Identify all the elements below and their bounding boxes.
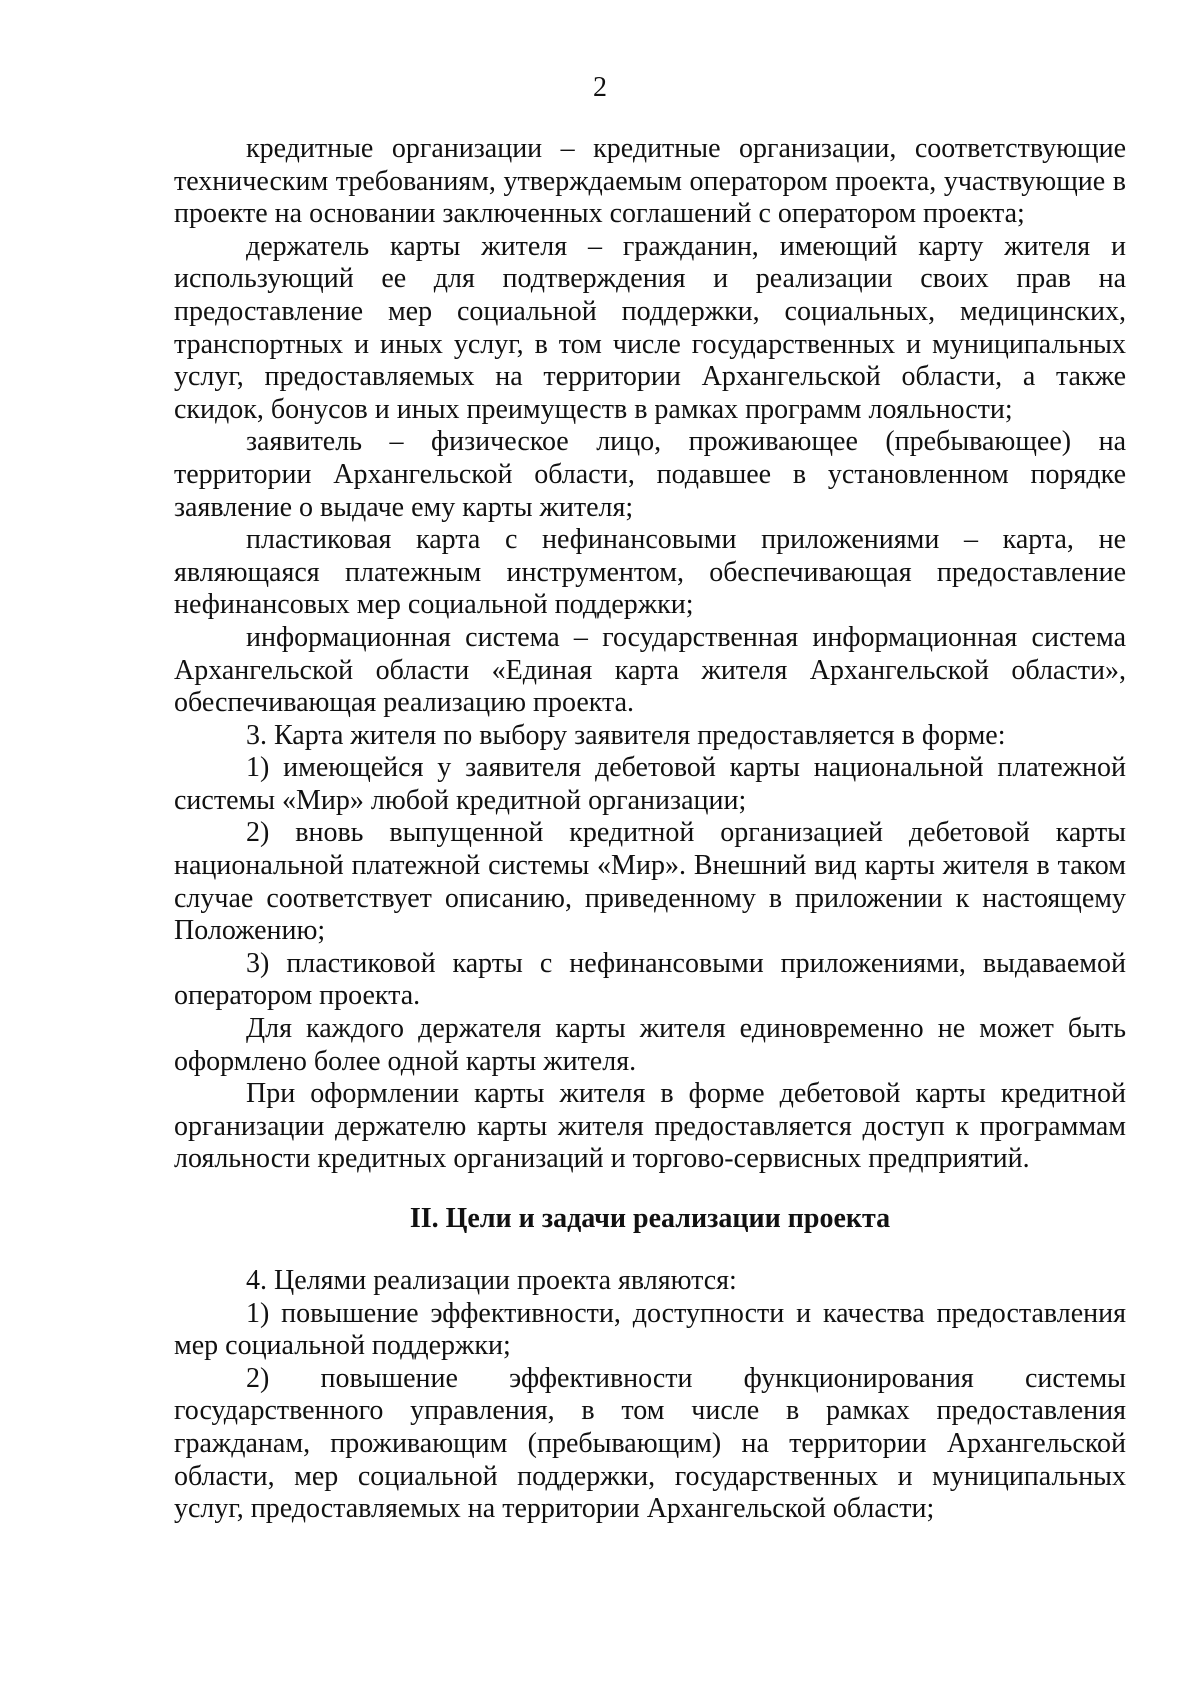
paragraph-item-4-2: 2) повышение эффективности функционирования системы государственного управления, в том числе в рамках предоставления гражданам, проживающим (пребывающим) на территории Архангельской области, мер социальной поддержки, государственных и муниципальных услуг, предоставляемых на территории Архангельской области; <box>174 1362 1126 1525</box>
paragraph-card-holder: держатель карты жителя – гражданин, имеющий карту жителя и использующий ее для подтверждения и реализации своих прав на предоставление мер социальной поддержки, социальных, медицинских, транспортных и иных услуг, в том числе государственных и муниципальных услуг, предоставляемых на территории Архангельской области, а также скидок, бонусов и иных преимуществ в рамках программ лояльности; <box>174 230 1126 425</box>
paragraph-credit-organizations: кредитные организации – кредитные организации, соответствующие техническим требованиям, утверждаемым оператором проекта, участвующие в проекте на основании заключенных соглашений с оператором проекта; <box>174 133 1126 230</box>
paragraph-loyalty-access: При оформлении карты жителя в форме дебетовой карты кредитной организации держателю карты жителя предоставляется доступ к программам лояльности кредитных организаций и торгово-сервисных предприятий. <box>174 1078 1126 1175</box>
paragraph-applicant: заявитель – физическое лицо, проживающее (пребывающее) на территории Архангельской области, подавшее в установленном порядке заявление о выдаче ему карты жителя; <box>174 426 1126 523</box>
page-number: 2 <box>593 72 607 103</box>
document-body <box>174 133 1126 1526</box>
paragraph-item-4: 4. Целями реализации проекта являются: <box>246 1265 737 1296</box>
paragraph-item-3-2: 2) вновь выпущенной кредитной организацией дебетовой карты национальной платежной системы «Мир». Внешний вид карты жителя в таком случае соответствует описанию, приведенному в приложении к настоящему Положению; <box>174 817 1126 947</box>
paragraph-plastic-card: пластиковая карта с нефинансовыми приложениями – карта, не являющаяся платежным инструментом, обеспечивающая предоставление нефинансовых мер социальной поддержки; <box>174 524 1126 621</box>
section-heading: II. Цели и задачи реализации проекта <box>409 1203 891 1234</box>
paragraph-item-3-3: 3) пластиковой карты с нефинансовыми приложениями, выдаваемой оператором проекта. <box>174 947 1126 1012</box>
paragraph-item-4-1: 1) повышение эффективности, доступности и качества предоставления мер социальной поддержки; <box>174 1297 1126 1362</box>
paragraph-item-3-1: 1) имеющейся у заявителя дебетовой карты национальной платежной системы «Мир» любой кредитной организации; <box>174 752 1126 816</box>
paragraph-item-3: 3. Карта жителя по выбору заявителя предоставляется в форме: <box>246 719 1006 751</box>
paragraph-information-system: информационная система – государственная информационная система Архангельской области «Единая карта жителя Архангельской области», обеспечивающая реализацию проекта. <box>174 621 1126 719</box>
paragraph-single-card: Для каждого держателя карты жителя единовременно не может быть оформлено более одной карты жителя. <box>174 1013 1126 1077</box>
